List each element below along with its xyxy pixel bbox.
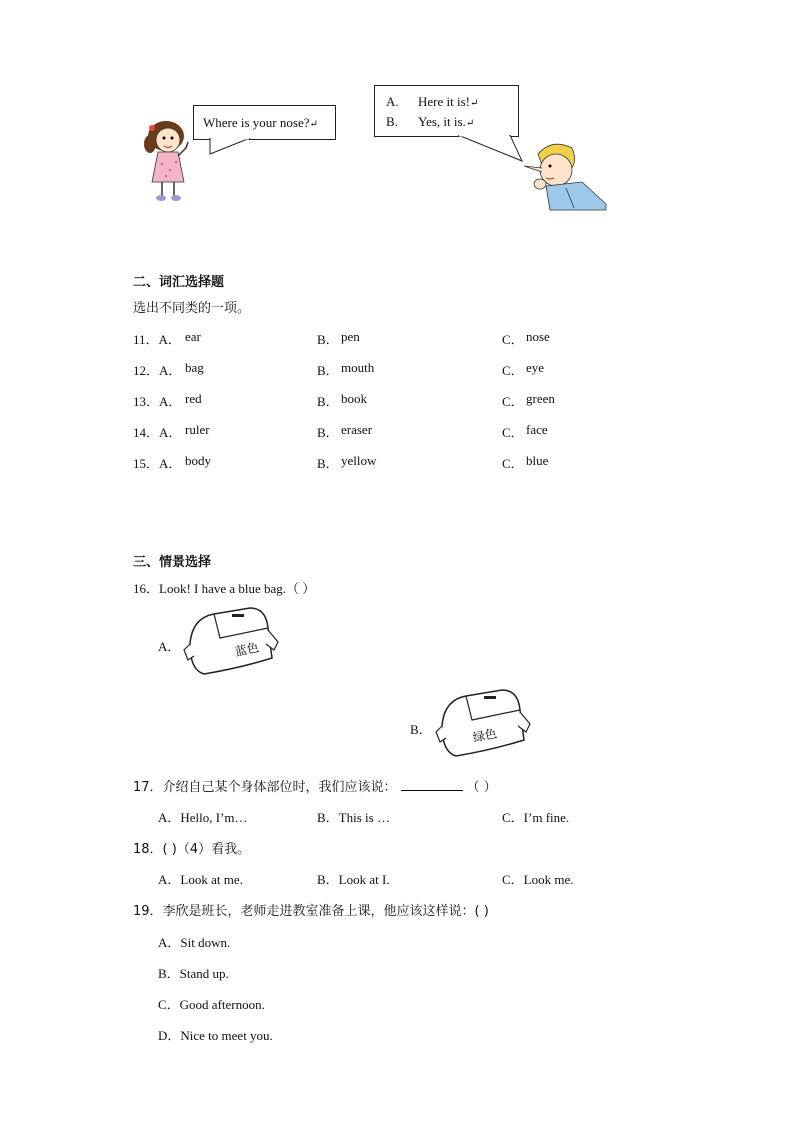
option-c: nose bbox=[526, 329, 550, 344]
option-b-label: B． bbox=[317, 363, 339, 378]
q18-option-b: B．Look at I. bbox=[317, 872, 390, 887]
option-a-label: A. bbox=[386, 94, 399, 109]
question-13 bbox=[133, 391, 593, 409]
q18-option-c: C．Look me. bbox=[502, 872, 574, 887]
option-c-label: C． bbox=[502, 425, 524, 440]
girl-speech-bubble bbox=[193, 105, 336, 140]
bag-b-label: 绿色 bbox=[471, 726, 499, 745]
q17-option-c: C．I’m fine. bbox=[502, 810, 570, 825]
option-a: ear bbox=[185, 329, 201, 344]
option-c-label: C． bbox=[502, 332, 524, 347]
girl-bubble-tail bbox=[205, 138, 265, 158]
question-15 bbox=[133, 453, 593, 471]
q18-option-a: A．Look at me. bbox=[158, 872, 243, 887]
option-c: blue bbox=[526, 453, 549, 468]
boy-illustration bbox=[516, 140, 608, 212]
question-number: 15．A． bbox=[133, 456, 182, 471]
option-c: green bbox=[526, 391, 555, 406]
bag-a-label: 蓝色 bbox=[233, 640, 261, 659]
option-c: face bbox=[526, 422, 548, 437]
question-number: 12．A． bbox=[133, 363, 182, 378]
question-18-text: 18．( )（4）看我。 bbox=[133, 842, 251, 857]
option-c-label: C． bbox=[502, 394, 524, 409]
q19-option-c: C．Good afternoon. bbox=[158, 997, 265, 1012]
bag-b-image bbox=[432, 686, 532, 760]
option-a: body bbox=[185, 453, 211, 468]
option-b-label: B． bbox=[317, 456, 339, 471]
return-mark: ↵ bbox=[465, 118, 475, 129]
return-mark: ↵ bbox=[309, 119, 318, 130]
q17-option-a: A．Hello, I’m… bbox=[158, 810, 248, 825]
girl-bubble-text: Where is your nose? bbox=[203, 115, 310, 130]
question-number: 13．A． bbox=[133, 394, 182, 409]
q16-option-b-label: B． bbox=[410, 722, 432, 737]
question-16-text: 16．Look! I have a blue bag.（ ） bbox=[133, 581, 316, 596]
q19-option-b: B．Stand up. bbox=[158, 966, 229, 981]
section3-title: 三、情景选择 bbox=[133, 555, 212, 570]
option-c: eye bbox=[526, 360, 545, 375]
option-b-label: B. bbox=[386, 114, 398, 129]
option-c-label: C． bbox=[502, 363, 524, 378]
question-19-text: 19．李欣是班长，老师走进教室准备上课，他应该这样说：( ) bbox=[133, 904, 489, 919]
q19-option-d: D．Nice to meet you. bbox=[158, 1028, 273, 1043]
option-b: pen bbox=[341, 329, 360, 344]
boy-speech-bubble bbox=[374, 85, 519, 137]
option-b-label: B． bbox=[317, 394, 339, 409]
option-b-text: Yes, it is. bbox=[418, 114, 466, 129]
option-a-text: Here it is! bbox=[418, 94, 470, 109]
bag-a-image bbox=[180, 604, 280, 678]
option-b: yellow bbox=[341, 453, 377, 468]
option-b-label: B． bbox=[317, 332, 339, 347]
q17-option-b: B．This is … bbox=[317, 810, 390, 825]
girl-illustration bbox=[136, 118, 196, 204]
q17-text-before: 17．介绍自己某个身体部位时，我们应该说： bbox=[133, 780, 397, 795]
option-c-label: C． bbox=[502, 456, 524, 471]
return-mark: ↵ bbox=[469, 98, 479, 109]
option-a: red bbox=[185, 391, 202, 406]
option-a: bag bbox=[185, 360, 204, 375]
option-a: ruler bbox=[185, 422, 210, 437]
q17-text-after: （ ） bbox=[466, 780, 497, 795]
answer-blank bbox=[401, 778, 463, 791]
option-b: eraser bbox=[341, 422, 373, 437]
q16-option-a-label: A． bbox=[158, 639, 181, 654]
question-number: 11．A． bbox=[133, 332, 181, 347]
section2-title: 二、词汇选择题 bbox=[133, 275, 225, 290]
section2-instruction: 选出不同类的一项。 bbox=[133, 301, 251, 316]
question-17-text bbox=[133, 776, 497, 795]
question-11 bbox=[133, 329, 593, 347]
q19-option-a: A．Sit down. bbox=[158, 935, 231, 950]
question-12 bbox=[133, 360, 593, 378]
option-b: mouth bbox=[341, 360, 375, 375]
option-b-label: B． bbox=[317, 425, 339, 440]
question-14 bbox=[133, 422, 593, 440]
option-b: book bbox=[341, 391, 367, 406]
question-number: 14．A． bbox=[133, 425, 182, 440]
